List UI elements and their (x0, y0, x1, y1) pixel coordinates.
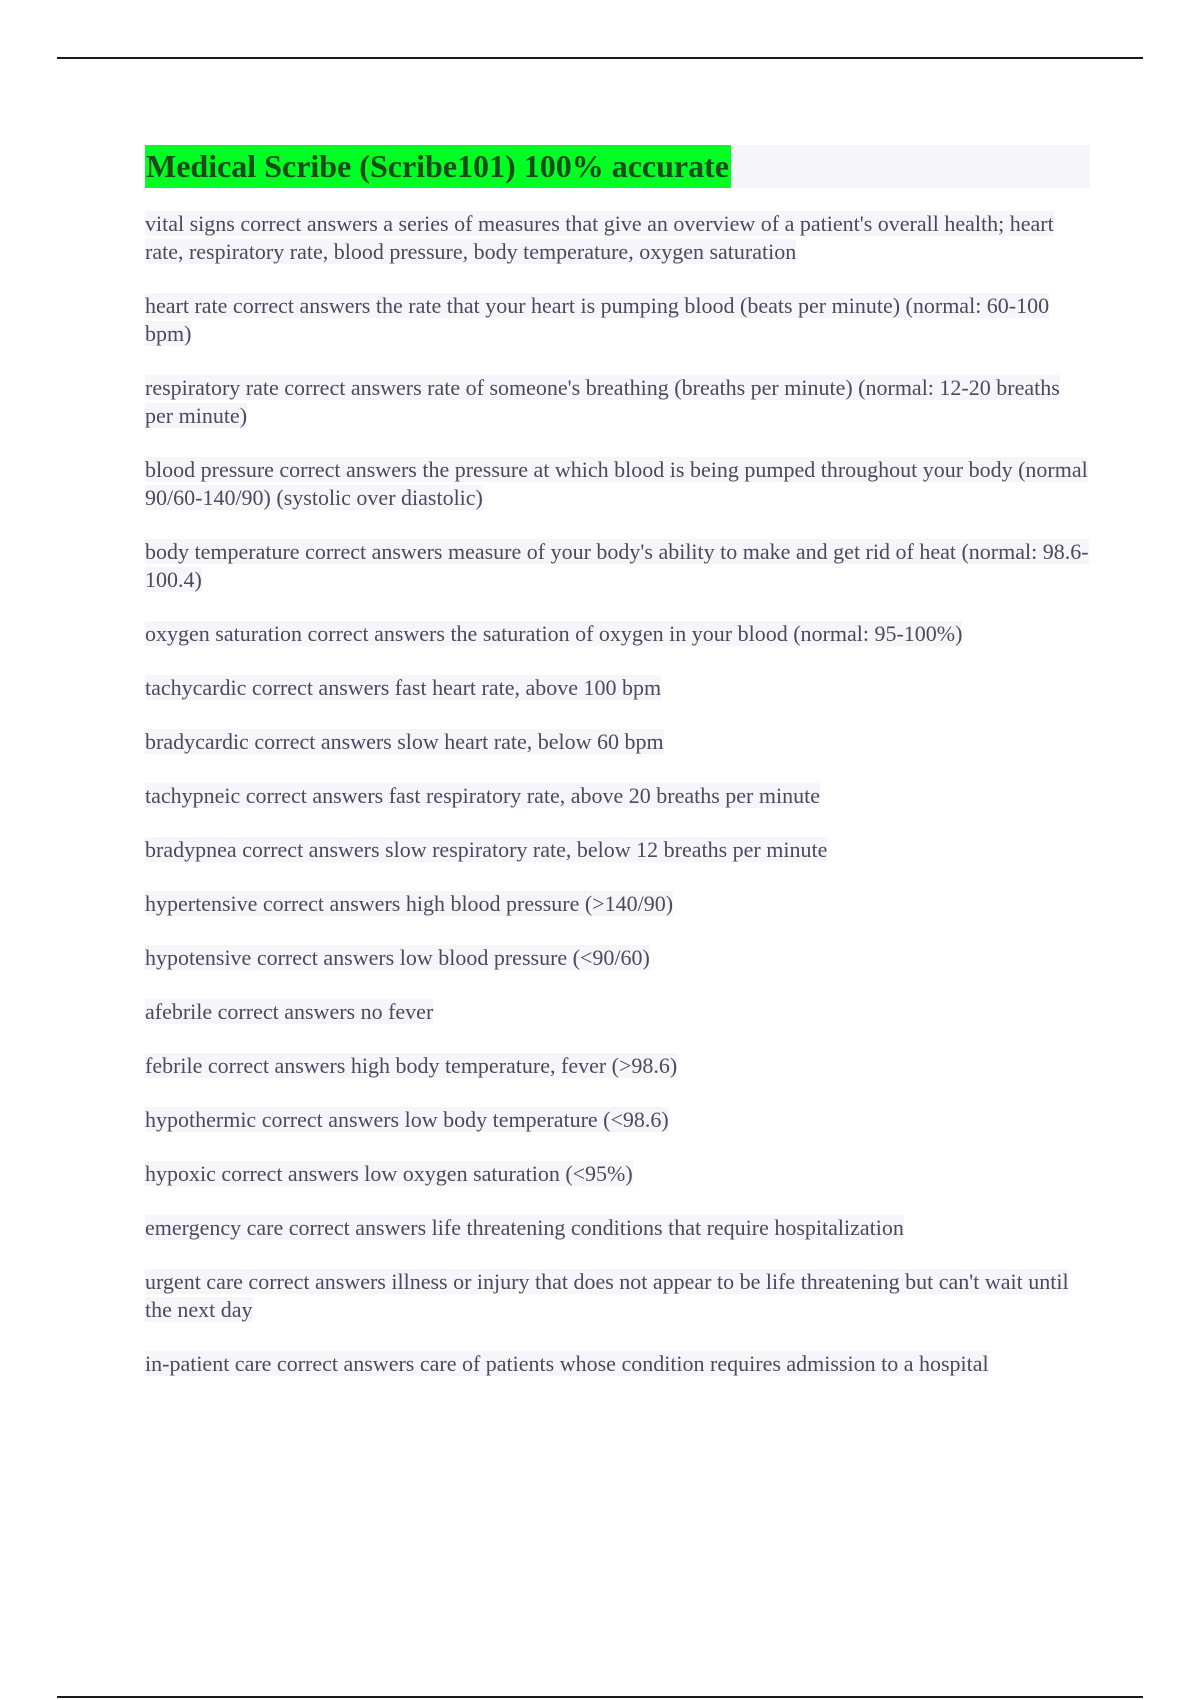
document-title: Medical Scribe (Scribe101) 100% accurate (145, 145, 731, 188)
entry-item (145, 944, 1090, 972)
entry-item (145, 1268, 1090, 1324)
entry-item (145, 836, 1090, 864)
entry-text: heart rate correct answers the rate that your heart is pumping blood (beats per minute) (normal: 60-100 bpm) (145, 293, 1050, 346)
entry-item (145, 292, 1090, 348)
title-row (145, 145, 1090, 188)
entry-text: tachypneic correct answers fast respiratory rate, above 20 breaths per minute (145, 783, 820, 808)
bottom-rule (57, 1696, 1143, 1698)
document-body (145, 145, 1090, 1404)
entry-text: afebrile correct answers no fever (145, 999, 434, 1024)
entry-text: hypothermic correct answers low body temperature (<98.6) (145, 1107, 669, 1132)
entry-item (145, 1160, 1090, 1188)
entry-text: blood pressure correct answers the pressure at which blood is being pumped throughout your body (normal 90/60-140/90) (systolic over diastolic) (145, 457, 1088, 510)
entry-item (145, 782, 1090, 810)
entry-text: hypoxic correct answers low oxygen saturation (<95%) (145, 1161, 633, 1186)
entry-text: bradypnea correct answers slow respiratory rate, below 12 breaths per minute (145, 837, 828, 862)
entry-text: hypotensive correct answers low blood pressure (<90/60) (145, 945, 650, 970)
entry-item (145, 1350, 1090, 1378)
entry-text: emergency care correct answers life threatening conditions that require hospitalization (145, 1215, 904, 1240)
entry-item (145, 456, 1090, 512)
entry-text: urgent care correct answers illness or injury that does not appear to be life threatening but can't wait until the next day (145, 1269, 1069, 1322)
entry-item (145, 674, 1090, 702)
entry-list (145, 210, 1090, 1378)
top-rule (57, 57, 1143, 59)
entry-text: febrile correct answers high body temperature, fever (>98.6) (145, 1053, 678, 1078)
entry-text: vital signs correct answers a series of measures that give an overview of a patient's overall health; heart rate, respiratory rate, blood pressure, body temperature, oxygen saturation (145, 211, 1054, 264)
entry-item (145, 1214, 1090, 1242)
entry-item (145, 210, 1090, 266)
entry-item (145, 1052, 1090, 1080)
entry-item (145, 728, 1090, 756)
entry-text: oxygen saturation correct answers the saturation of oxygen in your blood (normal: 95-100%) (145, 621, 963, 646)
entry-item (145, 890, 1090, 918)
entry-text: respiratory rate correct answers rate of someone's breathing (breaths per minute) (normal: 12-20 breaths per minute) (145, 375, 1060, 428)
entry-item (145, 374, 1090, 430)
entry-item (145, 1106, 1090, 1134)
entry-text: in-patient care correct answers care of patients whose condition requires admission to a hospital (145, 1351, 989, 1376)
entry-text: bradycardic correct answers slow heart rate, below 60 bpm (145, 729, 664, 754)
entry-text: hypertensive correct answers high blood pressure (>140/90) (145, 891, 674, 916)
entry-item (145, 538, 1090, 594)
entry-text: tachycardic correct answers fast heart rate, above 100 bpm (145, 675, 662, 700)
entry-item (145, 998, 1090, 1026)
entry-text: body temperature correct answers measure of your body's ability to make and get rid of heat (normal: 98.6-100.4) (145, 539, 1089, 592)
entry-item (145, 620, 1090, 648)
